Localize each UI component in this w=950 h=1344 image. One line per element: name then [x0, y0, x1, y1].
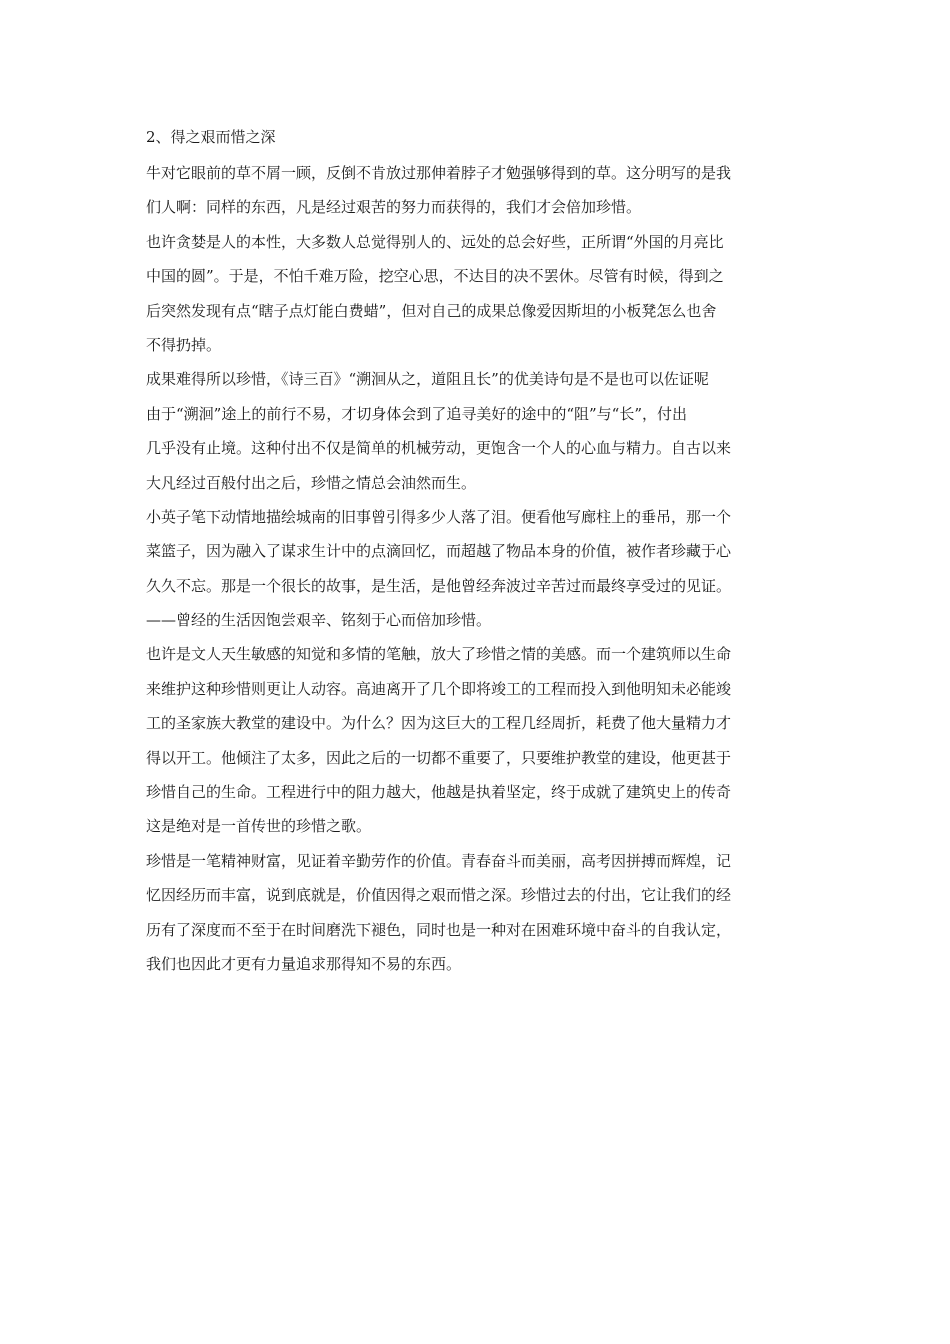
text-line: 成果难得所以珍惜，《诗三百》“溯洄从之，道阻且长”的优美诗句是不是也可以佐证呢: [146, 370, 709, 389]
text-line: 珍惜自己的生命。工程进行中的阻力越大，他越是执着坚定，终于成就了建筑史上的传奇: [146, 783, 732, 802]
section-heading: 2、得之艰而惜之深: [146, 128, 276, 146]
text-line: 大凡经过百般付出之后，珍惜之情总会油然而生。: [146, 473, 477, 492]
text-line: 牛对它眼前的草不屑一顾，反倒不肯放过那伸着脖子才勉强够得到的草。这分明写的是我: [146, 164, 732, 182]
text-line: 珍惜是一笔精神财富，见证着辛勤劳作的价值。青春奋斗而美丽，高考因拼搏而辉煌，记: [146, 851, 732, 870]
text-line: 小英子笔下动情地描绘城南的旧事曾引得多少人落了泪。便看他写廊柱上的垂吊，那一个: [146, 507, 732, 526]
text-line: 几乎没有止境。这种付出不仅是简单的机械劳动，更饱含一个人的心血与精力。自古以来: [146, 439, 732, 458]
text-line: 不得扔掉。: [146, 335, 222, 354]
text-line: 久久不忘。那是一个很长的故事，是生活，是他曾经奔波过辛苦过而最终享受过的见证。: [146, 576, 732, 595]
text-line: 这是绝对是一首传世的珍惜之歌。: [146, 817, 372, 836]
text-line: 我们也因此才更有力量追求那得知不易的东西。: [146, 954, 462, 973]
text-line: ——曾经的生活因饱尝艰辛、铭刻于心而倍加珍惜。: [146, 611, 492, 630]
document-body: [146, 126, 810, 987]
text-line: 由于“溯洄”途上的前行不易，才切身体会到了追寻美好的途中的“阻”与“长”，付出: [146, 404, 688, 423]
text-line: 后突然发现有点“瞎子点灯能白费蜡”，但对自己的成果总像爱因斯坦的小板凳怎么也舍: [146, 301, 717, 320]
text-line: 历有了深度而不至于在时间磨洗下褪色，同时也是一种对在困难环境中奋斗的自我认定，: [146, 920, 732, 939]
text-line: 忆因经历而丰富，说到底就是，价值因得之艰而惜之深。珍惜过去的付出，它让我们的经: [146, 886, 732, 905]
text-line: 来维护这种珍惜则更让人动容。高迪离开了几个即将竣工的工程而投入到他明知未必能竣: [146, 679, 732, 698]
text-line: 们人啊：同样的东西，凡是经过艰苦的努力而获得的，我们才会倍加珍惜。: [146, 198, 642, 217]
text-line: 工的圣家族大教堂的建设中。为什么？因为这巨大的工程几经周折，耗费了他大量精力才: [146, 714, 732, 733]
text-line: 菜篮子，因为融入了谋求生计中的点滴回忆，而超越了物品本身的价值，被作者珍藏于心: [146, 542, 732, 561]
text-line: 也许贪婪是人的本性，大多数人总觉得别人的、远处的总会好些，正所谓“外国的月亮比: [146, 232, 724, 251]
text-line: 中国的圆”。于是，不怕千难万险，挖空心思，不达目的决不罢休。尽管有时候，得到之: [146, 267, 724, 286]
text-line: 得以开工。他倾注了太多，因此之后的一切都不重要了，只要维护教堂的建设，他更甚于: [146, 748, 732, 767]
text-line: 也许是文人天生敏感的知觉和多情的笔触，放大了珍惜之情的美感。而一个建筑师以生命: [146, 645, 732, 664]
